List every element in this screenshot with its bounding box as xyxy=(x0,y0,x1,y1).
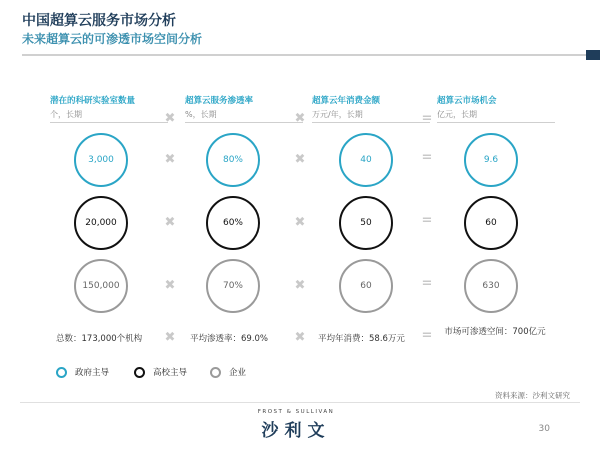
value-circle-gov-spend: 40 xyxy=(339,133,393,187)
summary-total-labs: 总数：173,000个机构 xyxy=(56,334,143,344)
column-header-penetration xyxy=(185,94,303,123)
column-unit: 个，长期 xyxy=(50,109,168,123)
value-circle-ent-penetration: 70% xyxy=(206,259,260,313)
column-header-spend xyxy=(312,94,430,123)
company-logo xyxy=(236,409,356,441)
multiply-icon: ✖ xyxy=(294,152,306,167)
source-note: 资料来源：沙利文研究 xyxy=(495,391,570,400)
column-heading: 超算云年消费金额 xyxy=(312,96,381,106)
header-rule xyxy=(22,54,600,56)
equals-icon: = xyxy=(421,328,433,343)
multiply-icon: ✖ xyxy=(294,330,306,345)
legend-label: 企业 xyxy=(229,368,247,378)
legend-label: 政府主导 xyxy=(75,368,110,378)
summary-avg-penetration: 平均渗透率：69.0% xyxy=(190,334,269,344)
legend-circle-icon xyxy=(210,367,221,378)
value-circle-uni-penetration: 60% xyxy=(206,196,260,250)
value-circle-uni-labs: 20,000 xyxy=(74,196,128,250)
legend-item-ent xyxy=(210,366,246,378)
value-circle-ent-spend: 60 xyxy=(339,259,393,313)
column-header-market xyxy=(437,94,555,123)
column-heading: 超算云市场机会 xyxy=(437,96,497,106)
value-circle-gov-market: 9.6 xyxy=(464,133,518,187)
value-circle-ent-market: 630 xyxy=(464,259,518,313)
equals-icon: = xyxy=(421,111,433,126)
multiply-icon: ✖ xyxy=(294,215,306,230)
multiply-icon: ✖ xyxy=(164,330,176,345)
value-circle-uni-market: 60 xyxy=(464,196,518,250)
summary-market-space: 市场可渗透空间：700亿元 xyxy=(444,327,546,337)
multiply-icon: ✖ xyxy=(294,278,306,293)
column-header-labs xyxy=(50,94,168,123)
page-subtitle: 未来超算云的可渗透市场空间分析 xyxy=(22,32,203,46)
column-heading: 潜在的科研实验室数量 xyxy=(50,96,136,106)
legend-label: 高校主导 xyxy=(153,368,188,378)
column-unit: 万元/年，长期 xyxy=(312,109,430,123)
column-unit: 亿元，长期 xyxy=(437,109,555,123)
legend-circle-icon xyxy=(56,367,67,378)
value-circle-gov-labs: 3,000 xyxy=(74,133,128,187)
value-circle-uni-spend: 50 xyxy=(339,196,393,250)
multiply-icon: ✖ xyxy=(294,111,306,126)
multiply-icon: ✖ xyxy=(164,111,176,126)
column-unit: %，长期 xyxy=(185,109,303,123)
legend-circle-icon xyxy=(134,367,145,378)
page-number: 30 xyxy=(538,424,550,434)
column-heading: 超算云服务渗透率 xyxy=(185,96,254,106)
logo-chinese: 沙利文 xyxy=(261,421,331,441)
legend-item-uni xyxy=(134,366,187,378)
summary-avg-spend: 平均年消费：58.6万元 xyxy=(318,334,405,344)
legend-item-gov xyxy=(56,366,109,378)
value-circle-gov-penetration: 80% xyxy=(206,133,260,187)
logo-english: FROST & SULLIVAN xyxy=(257,409,335,415)
footer-rule xyxy=(20,402,580,403)
multiply-icon: ✖ xyxy=(164,278,176,293)
multiply-icon: ✖ xyxy=(164,215,176,230)
page-title: 中国超算云服务市场分析 xyxy=(22,13,176,29)
header-accent-block xyxy=(586,50,600,60)
equals-icon: = xyxy=(421,276,433,291)
equals-icon: = xyxy=(421,213,433,228)
multiply-icon: ✖ xyxy=(164,152,176,167)
value-circle-ent-labs: 150,000 xyxy=(74,259,128,313)
equals-icon: = xyxy=(421,150,433,165)
